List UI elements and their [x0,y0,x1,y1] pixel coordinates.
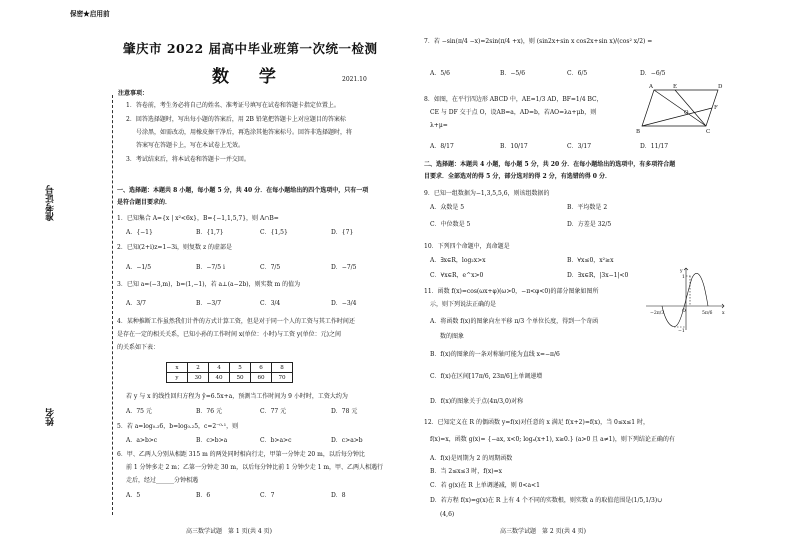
q6-option-d: D．8 [331,492,346,499]
q10-option-c: C．∀x∈R，e^x>0 [430,272,484,279]
q6-option-b: B．6 [196,492,211,499]
graph-label-x2: 5π/6 [702,311,713,316]
q5-stem: 5．若 a=log₀.₂6，b=log₀.₂5，c=2⁻⁰·¹，则 [117,423,239,430]
notes-line: 2．回答选择题时，写出每小题的答案后，用 2B 铅笔把答题卡上对应题目的答案标 [126,116,346,123]
graph-label-x: x [722,311,725,316]
q12-line: f(x)=x，函数 g(x)= {−ax, x<0; logₐ(x+1), x≥0.} (a>0 且 a≠1)，则下列结论正确的有 [430,436,675,443]
q9-option-d: D．方差是 32/5 [567,221,612,228]
q5-option-d: D．c>a>b [331,437,363,444]
q4-option-a: A．75 元 [126,408,152,415]
q4-option-c: C．77 元 [260,408,287,415]
q6-option-c: C．7 [260,492,275,499]
table-cell: 60 [251,373,272,383]
table-cell: 8 [272,363,293,373]
q12-option-d: (4,6) [440,511,455,518]
graph-label-neg-one: −1 [678,329,685,334]
section-1-heading: 是符合题目要求的． [117,199,172,206]
q1-stem: 1．已知集合 A={x | x²<6x}，B={−1,1,5,7}，则 A∩B= [117,215,279,222]
q8-option-a: A．8/17 [430,143,454,150]
q7-option-c: C．6/5 [567,70,588,77]
q11-line: 示，则下列说法正确的是 [430,301,497,308]
q12-option-a: A．f(x)是周期为 2 的周期函数 [430,455,513,462]
q4-option-b: B．76 元 [196,408,222,415]
table-cell: 70 [272,373,293,383]
q11-option-d: D．f(x)的图象关于点(4π/3,0)对称 [430,398,524,405]
q4-line: 的关系如下表： [117,344,160,351]
q10-option-b: B．∀x≤0，x²≥x [567,257,614,264]
q6-line: 前 1 分钟多走 2 m；乙第一分钟走 30 m，以后每分钟比前 1 分钟少走 1 m，甲、乙两人相遇行 [126,464,384,471]
q5-option-b: B．c>b>a [196,437,228,444]
q3-option-c: C．3/4 [260,300,281,307]
parallelogram-figure [630,82,730,136]
figure-label-d: D [718,84,723,90]
secret-label: 保密★启用前 [70,10,110,18]
exam-date: 2021.10 [342,76,367,83]
q8-line: λ+μ= [430,122,448,129]
page-footer-right: 高三数学试题 第 2 页(共 4 页) [500,528,586,535]
q1-option-c: C．{1,5} [260,229,288,236]
q7-option-d: D．−6/5 [640,70,666,77]
q10-option-a: A．∃x∈R，log₂x>x [430,257,486,264]
q12-line: 12．已知定义在 R 的偶函数 y=f(x)对任意的 x 满足 f(x+2)=f(x)，当 0≤x≤1 时， [424,419,650,426]
q11-option-a: 数的图象 [440,333,465,340]
q7-option-b: B．−5/6 [500,70,526,77]
cosine-graph [644,266,728,334]
q8-option-d: D．11/17 [640,143,669,150]
q3-option-a: A．3/7 [126,300,146,307]
table-cell: y [167,373,188,383]
binding-line [112,95,113,515]
subject-title: 数 学 [212,67,288,87]
figure-label-f: F [714,105,718,111]
table-cell: 6 [251,363,272,373]
section-1-heading: 一、选择题：本题共 8 小题，每小题 5 分，共 40 分．在每小题给出的四个选项中，只有一项 [117,187,369,194]
q1-option-a: A．{−1} [126,229,153,236]
figure-label-o: O [684,110,689,116]
notes-line: 3．考试结束后，将本试卷和答题卡一并交回。 [126,156,250,163]
figure-label-b: B [636,129,641,135]
q4-line: 是存在一定的相关关系，已知小孙的工作时间 x(单位：小时)与工资 y(单位：元)之间 [117,331,341,338]
q8-line: CE 与 DF 交于点 O，设AB=a，AD=b，若AO=λa+μb，则 [430,109,597,116]
table-cell: 50 [230,373,251,383]
q2-option-b: B．−7/5 i [196,264,225,271]
figure-label-a: A [649,84,653,90]
graph-label-x1: −2π/3 [650,311,665,316]
q5-option-a: A．a>b>c [126,437,158,444]
table-cell: 30 [188,373,209,383]
q2-option-a: A．−1/5 [126,264,152,271]
q9-option-b: B．平均数是 2 [567,204,608,211]
notes-line: 1．答卷前，考生务必将自己的姓名、准考证号填写在试卷和答题卡指定位置上。 [126,102,340,109]
q11-option-b: B．f(x)的图象的一条对称轴可能为直线 x=−π/6 [430,351,560,358]
q3-option-b: B．−3/7 [196,300,222,307]
q7-option-a: A．5/6 [430,70,450,77]
q6-line: 走后，经过______分钟相遇 [126,477,199,484]
figure-label-e: E [673,84,678,90]
q4-option-d: D．78 元 [331,408,358,415]
q8-option-c: C．3/17 [567,143,592,150]
q3-option-d: D．−3/4 [331,300,357,307]
table-row [167,363,293,373]
q6-option-a: A．5 [126,492,141,499]
notes-line: 号涂黑，如需改动，用橡皮擦干净后，再选涂其他答案标号。回答非选择题时，将 [136,129,353,136]
q8-line: 8．如图，在平行四边形 ABCD 中，AE=1/3 AD，BF=1/4 BC， [424,96,603,103]
q2-option-c: C．7/5 [260,264,281,271]
q10-stem: 10．下列四个命题中，真命题是 [424,243,510,250]
graph-label-y: y [680,269,683,274]
exam-id-label: 准考证号 [46,185,56,221]
table-cell: x [167,363,188,373]
q8-option-b: B．10/17 [500,143,528,150]
page-footer-left: 高三数学试题 第 1 页(共 4 页) [186,528,272,535]
notes-line: 答案写在答题卡上，写在本试卷上无效。 [136,142,245,149]
table-row [167,373,293,383]
q4-tail: 若 y 与 x 的线性回归方程为 ŷ=6.5x+a，预测当工作时间为 9 小时时，工资大约为 [126,393,348,400]
q9-option-c: C．中位数是 5 [430,221,471,228]
q12-option-d: D．若方程 f(x)=g(x)在 R 上有 4 个不同的实数根，则实数 a 的取值范围是(1/5,1/3)∪ [430,497,663,504]
q4-data-table [166,362,293,383]
q10-option-d: D．∃x∈R，|3x−1|<0 [567,272,629,279]
q9-option-a: A．众数是 5 [430,204,465,211]
q6-line: 6．甲、乙两人分别从相距 315 m 的两处同时相向行走，甲第一分钟走 20 m，以后每分钟比 [117,451,365,458]
q11-option-a: A．将函数 f(x)的图象向左平移 π/3 个单位长度，得到一个奇函 [430,318,599,325]
q12-option-c: C．若 g(x)在 R 上单调递减，则 0<a<1 [430,482,540,489]
table-cell: 5 [230,363,251,373]
q3-stem: 3．已知 a=(−3,m)，b=(1,−1)，若 a⊥(a−2b)，则实数 m 的值为 [117,281,301,288]
q2-stem: 2．已知(2+i)z=1−3i，则复数 z 的虚部是 [117,244,233,251]
graph-label-origin: O [682,309,686,314]
q7-stem: 7．若 −sin(π/4 −x)=2sin(π/4 +x)，则 (sin2x+sin x cos2x+sin x)/(cos² x/2) = [424,38,653,45]
graph-label-one: 1 [682,275,685,280]
section-2-heading: 二、选择题：本题共 4 小题，每小题 5 分，共 20 分．在每小题给出的选项中，有多项符合题 [424,161,676,168]
q1-option-d: D．{7} [331,229,354,236]
notes-heading: 注意事项： [118,90,149,97]
q9-stem: 9．已知一组数据为−1,3,5,5,6，则该组数据的 [424,190,550,197]
table-cell: 4 [209,363,230,373]
name-label: 姓名 [46,408,56,426]
q11-option-c: C．f(x)在区间[17π/6, 23π/6]上单调递增 [430,373,543,380]
table-cell: 40 [209,373,230,383]
q11-line: 11．函数 f(x)=cos(ωx+φ)(ω>0，−π<φ<0)的部分图象如图所 [424,288,599,295]
q12-option-b: B．当 2≤x≤3 时，f(x)=x [430,468,502,475]
table-cell: 2 [188,363,209,373]
figure-label-c: C [706,129,711,135]
page-title: 肇庆市 2022 届高中毕业班第一次统一检测 [123,41,378,56]
section-2-heading: 目要求．全部选对的得 5 分，部分选对的得 2 分，有选错的得 0 分． [424,173,612,180]
q5-option-c: C．b>a>c [260,437,292,444]
q4-line: 4．某种推断工作虽然我们计件的方式计算工资，但是对于同一个人的工资与其工作时间还 [117,318,355,325]
q1-option-b: B．{1,7} [196,229,224,236]
q2-option-d: D．−7/5 [331,264,357,271]
